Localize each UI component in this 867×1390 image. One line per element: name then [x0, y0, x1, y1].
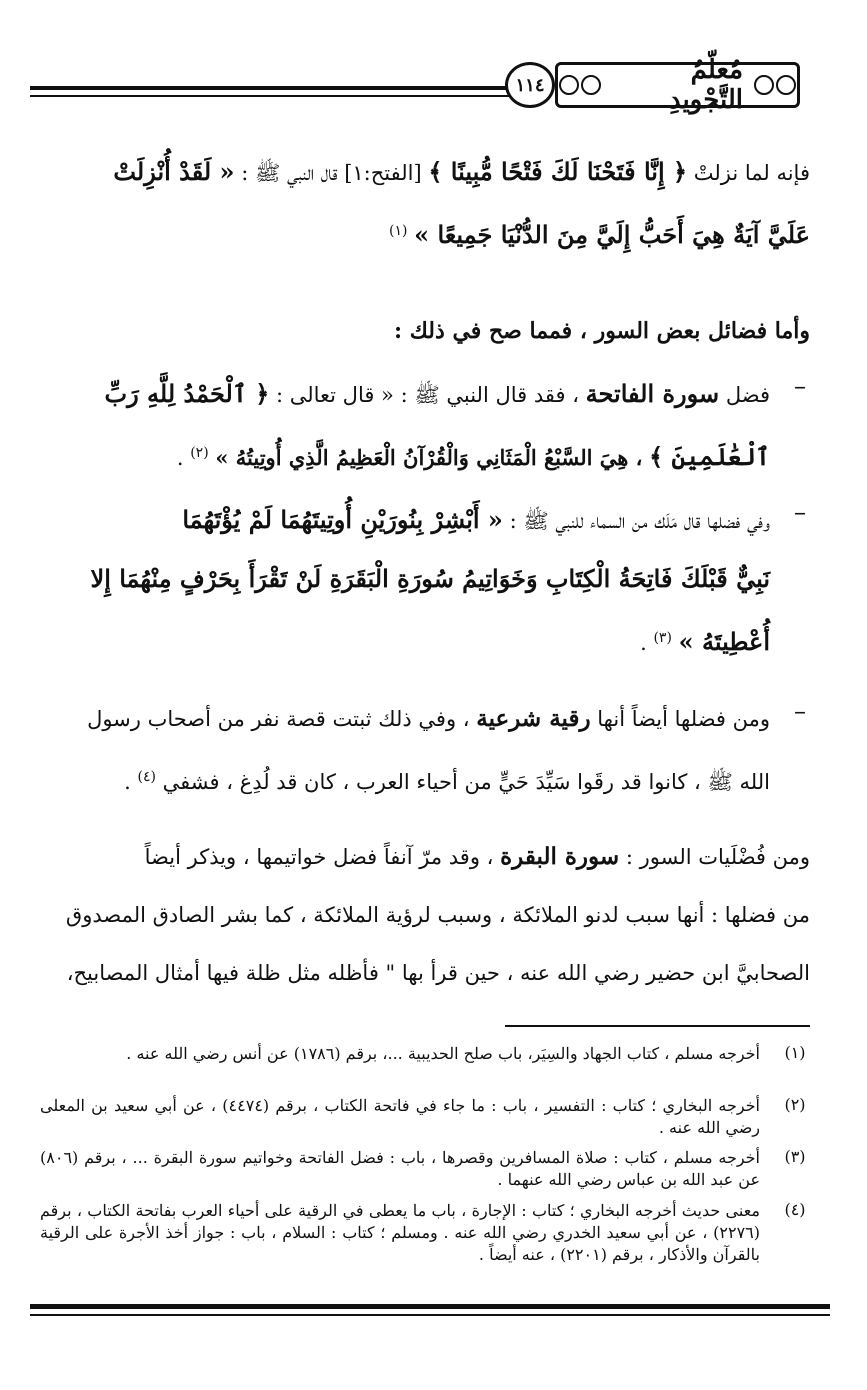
footnote-ref-3: (٣) — [653, 630, 672, 646]
running-header — [555, 55, 800, 115]
footnote-1: أخرجه مسلم ، كتاب الجهاد والسِيَر، باب صلح الحديبية ...، برقم (١٧٨٦) عن أنس رضي الله عنه . — [126, 1044, 760, 1063]
footnote-3: أخرجه مسلم ، كتاب : صلاة المسافرين وقصرها ، باب : فضل الفاتحة وخواتيم سورة البقرة ... ، برقم (٨٠٦) عن عبد الله بن عباس رضي الله عنهما . — [40, 1148, 760, 1189]
surah-name-baqarah: سورة البقرة — [500, 843, 620, 870]
paragraph-intro: فإنه لما نزلتْ ﴿ إِنَّا فَتَحْنَا لَكَ فَتْحًا مُّبِينًا ﴾ [الفتح:١] قال النبي ﷺ : « لَقَدْ أُنْزِلَتْ عَلَيَّ آيَةٌ هِيَ أَحَبُّ إِلَيَّ مِنَ الدُّنْيَا جَمِيعًا » $^{(١)}$ — [113, 157, 810, 249]
footnote-ref-2: (٢) — [190, 445, 209, 461]
ornament-rings-left — [558, 75, 602, 95]
footnote-number-3: (٣) — [784, 1147, 806, 1166]
footnote-ref-4: (٤) — [137, 769, 156, 785]
footnote-number-2: (٢) — [784, 1095, 806, 1114]
footer-rule-bottom — [30, 1314, 830, 1316]
bullet-dash-3: – — [794, 697, 806, 725]
header-rule-bottom — [30, 95, 510, 97]
header-rule-top — [30, 86, 510, 90]
book-title: مُعلّمُ التَّجْويدِ — [668, 55, 743, 115]
section-heading: وأما فضائل بعض السور ، فمما صح في ذلك : — [393, 318, 810, 344]
footer-rule-top — [30, 1304, 830, 1309]
bullet-dash-1: – — [794, 372, 806, 400]
ruqyah-term: رقية شرعية — [476, 705, 591, 732]
footnote-ref-1: (١) — [389, 223, 408, 239]
bullet-ruqyah: ومن فضلها أيضاً أنها رقية شرعية ، وفي ذلك ثبتت قصة نفر من أصحاب رسول الله ﷺ ، كانوا قد رقَوا سَيِّدَ حَيٍّ من أحياء العرب ، كان قد لُدِغ ، فشفي $^{(٤)}$ . — [87, 705, 770, 794]
bullet-fatiha: فضل سورة الفاتحة ، فقد قال النبي ﷺ : « قال تعالى : ﴿ ٱلْحَمْدُ لِلَّهِ رَبِّ ٱلْعَٰلَمِينَ ﴾ ، هِيَ السَّبْعُ الْمَثَانِي وَالْقُرْآنُ الْعَظِيمُ الَّذِي أُوتِيتُهُ » $^{(٢)}$ . — [104, 379, 770, 471]
footnote-number-1: (١) — [784, 1043, 806, 1062]
bullet-dash-2: – — [794, 498, 806, 526]
footnote-number-4: (٤) — [784, 1200, 806, 1219]
quran-verse: ﴿ إِنَّا فَتَحْنَا لَكَ فَتْحًا مُّبِينًا ﴾ — [428, 157, 688, 186]
footnote-separator — [505, 1025, 810, 1027]
page-number: ١١٤ — [505, 62, 555, 108]
footnote-4: معنى حديث أخرجه البخاري ؛ كتاب : الإجارة ، باب ما يعطى في الرقية على أحياء العرب بفاتحة الكتاب ، برقم (٢٢٧٦) ، عن أبي سعيد الخدري رضي الله عنه . ومسلم ؛ كتاب : السلام ، باب : جواز أخذ الأجرة على الرقية بالقرآن والأذكار ، برقم (٢٢٠١) ، عنه أيضاً . — [40, 1201, 760, 1264]
footnote-2: أخرجه البخاري ؛ كتاب : التفسير ، باب : ما جاء في فاتحة الكتاب ، برقم (٤٤٧٤) ، عن أبي سعيد بن المعلى رضي الله عنه . — [40, 1096, 761, 1137]
bullet-two-lights: وفي فضلها قال مَلَك من السماء للنبي ﷺ : « أَبْشِرْ بِنُورَيْنِ أُوتِيتَهُمَا لَمْ يُؤْتَهُمَا نَبِيٌّ قَبْلَكَ فَاتِحَةُ الْكِتَابِ وَخَوَاتِيمُ سُورَةِ الْبَقَرَةِ لَنْ تَقْرَأَ بِحَرْفٍ مِنْهُمَا إِلا أُعْطِيتَهُ » $^{(٣)}$ . — [90, 505, 770, 656]
hadith-quote: « لَقَدْ أُنْزِلَتْ — [113, 157, 235, 186]
ornament-rings-right — [753, 75, 797, 95]
paragraph-baqarah: ومن فُضْلَيات السور : سورة البقرة ، وقد مرّ آنفاً فضل خواتيمها ، ويذكر أيضاً من فضلها : أنها سبب لدنو الملائكة ، وسبب لرؤية الملائكة ، كما بشر الصادق المصدوق الصحابيَّ ابن حضير رضي الله عنه ، حين قرأ بها " فأظله مثل ظلة فيها أمثال المصابيح، — [65, 843, 810, 985]
surah-name-fatiha: سورة الفاتحة — [585, 379, 720, 408]
